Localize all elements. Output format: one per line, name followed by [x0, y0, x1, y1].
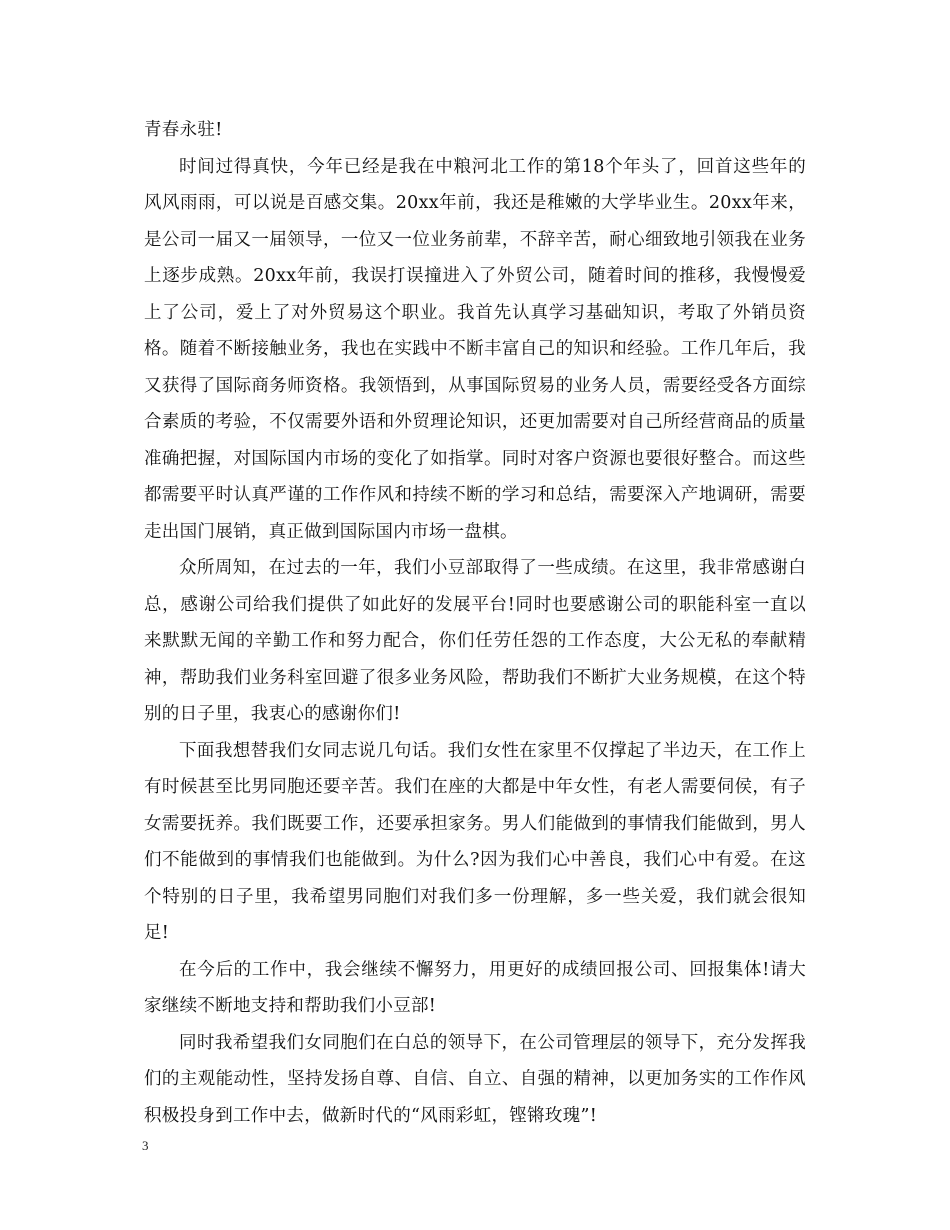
paragraph: 众所周知，在过去的一年，我们小豆部取得了一些成绩。在这里，我非常感谢白总，感谢公司给我们提供了如此好的发展平台!同时也要感谢公司的职能科室一直以来默默无闻的辛勤工作和努力配合，你们任劳任怨的工作态度，大公无私的奉献精神，帮助我们业务科室回避了很多业务风险，帮助我们不断扩大业务规模，在这个特别的日子里，我衷心的感谢你们!: [144, 558, 806, 724]
paragraph-continuation: 青春永驻!: [144, 120, 223, 140]
paragraph: 下面我想替我们女同志说几句话。我们女性在家里不仅撑起了半边天，在工作上有时候甚至比男同胞还要辛苦。我们在座的大都是中年女性，有老人需要伺侯，有子女需要抚养。我们既要工作，还要承担家务。男人们能做到的事情我们能做到，男人们不能做到的事情我们也能做到。为什么?因为我们心中善良，我们心中有爱。在这个特别的日子里，我希望男同胞们对我们多一份理解，多一些关爱，我们就会很知足!: [144, 740, 806, 943]
paragraph: 时间过得真快，今年已经是我在中粮河北工作的第18个年头了，回首这些年的风风雨雨，可以说是百感交集。20xx年前，我还是稚嫩的大学毕业生。20xx年来，是公司一届又一届领导，一位又一位业务前辈，不辞辛苦，耐心细致地引领我在业务上逐步成熟。20xx年前，我误打误撞进入了外贸公司，随着时间的推移，我慢慢爱上了公司，爱上了对外贸易这个职业。我首先认真学习基础知识，考取了外销员资格。随着不断接触业务，我也在实践中不断丰富自己的知识和经验。工作几年后，我又获得了国际商务师资格。我领悟到，从事国际贸易的业务人员，需要经受各方面综合素质的考验，不仅需要外语和外贸理论知识，还更加需要对自己所经营商品的质量准确把握，对国际国内市场的变化了如指掌。同时对客户资源也要很好整合。而这些都需要平时认真严谨的工作作风和持续不断的学习和总结，需要深入产地调研，需要走出国门展销，真正做到国际国内市场一盘棋。: [144, 156, 806, 542]
paragraph: 在今后的工作中，我会继续不懈努力，用更好的成绩回报公司、回报集体!请大家继续不断地支持和帮助我们小豆部!: [144, 959, 806, 1016]
page-number: 3: [142, 1138, 149, 1153]
document-body: [144, 112, 806, 1134]
paragraph: 同时我希望我们女同胞们在白总的领导下，在公司管理层的领导下，充分发挥我们的主观能动性，坚持发扬自尊、自信、自立、自强的精神，以更加务实的工作作风积极投身到工作中去，做新时代的“风雨彩虹，铿锵玫瑰”!: [144, 1032, 806, 1126]
